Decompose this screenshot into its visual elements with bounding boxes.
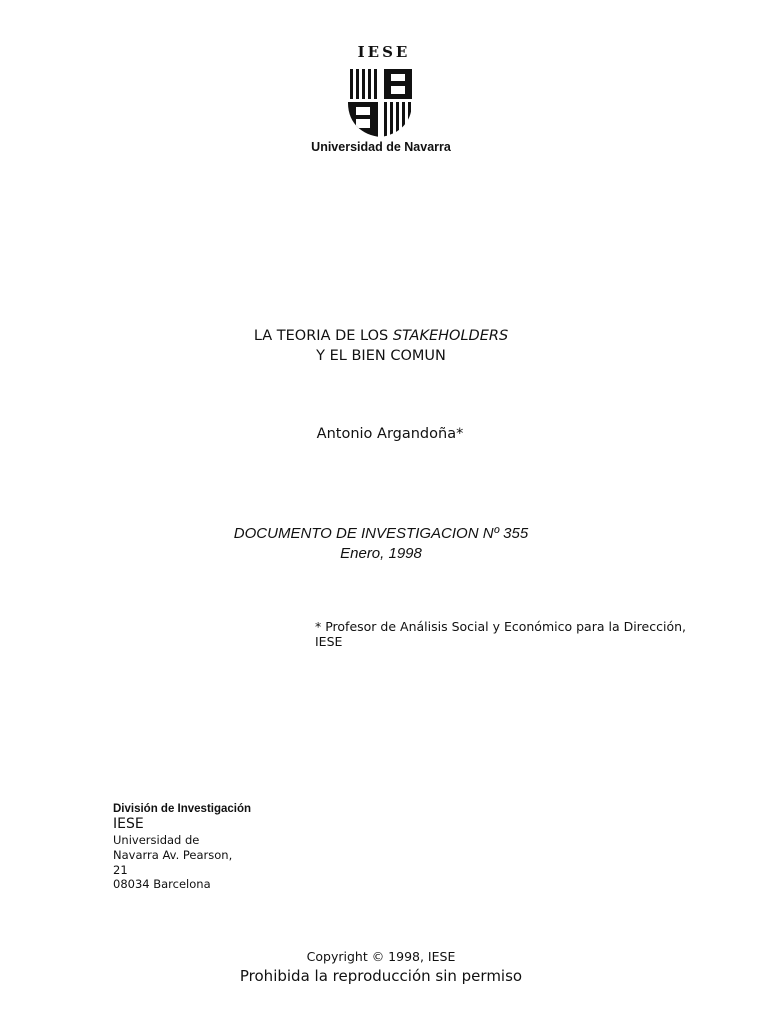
title-italic-term: STAKEHOLDERS bbox=[392, 328, 509, 344]
address-line: 08034 Barcelona bbox=[113, 877, 211, 892]
address-line: Universidad de bbox=[113, 833, 200, 847]
author-footnote bbox=[315, 619, 735, 649]
address-line: Navarra Av. Pearson, bbox=[113, 847, 233, 862]
document-date: Enero, 1998 bbox=[340, 545, 422, 562]
iese-crest-icon bbox=[348, 69, 412, 137]
iese-wordmark: IESE bbox=[357, 43, 411, 61]
reproduction-notice: Prohibida la reproducción sin permiso bbox=[239, 967, 523, 985]
footnote-line-1: * Profesor de Análisis Social y Económico para la Dirección, bbox=[315, 619, 686, 634]
title-prefix: LA TEORIA DE LOS bbox=[253, 328, 393, 344]
division-name: División de Investigación bbox=[113, 803, 252, 815]
footnote-line-2: IESE bbox=[315, 634, 343, 649]
document-title-line-1 bbox=[0, 326, 762, 346]
author-name: Antonio Argandoña* bbox=[316, 426, 464, 442]
document-series: DOCUMENTO DE INVESTIGACION Nº 355 bbox=[233, 525, 529, 542]
address-block bbox=[113, 802, 313, 892]
address-line: 21 bbox=[113, 862, 128, 877]
document-title-line-2: Y EL BIEN COMUN bbox=[316, 348, 446, 364]
copyright-notice: Copyright © 1998, IESE bbox=[306, 949, 456, 964]
address-org: IESE bbox=[113, 816, 144, 832]
university-name: Universidad de Navarra bbox=[311, 140, 451, 154]
